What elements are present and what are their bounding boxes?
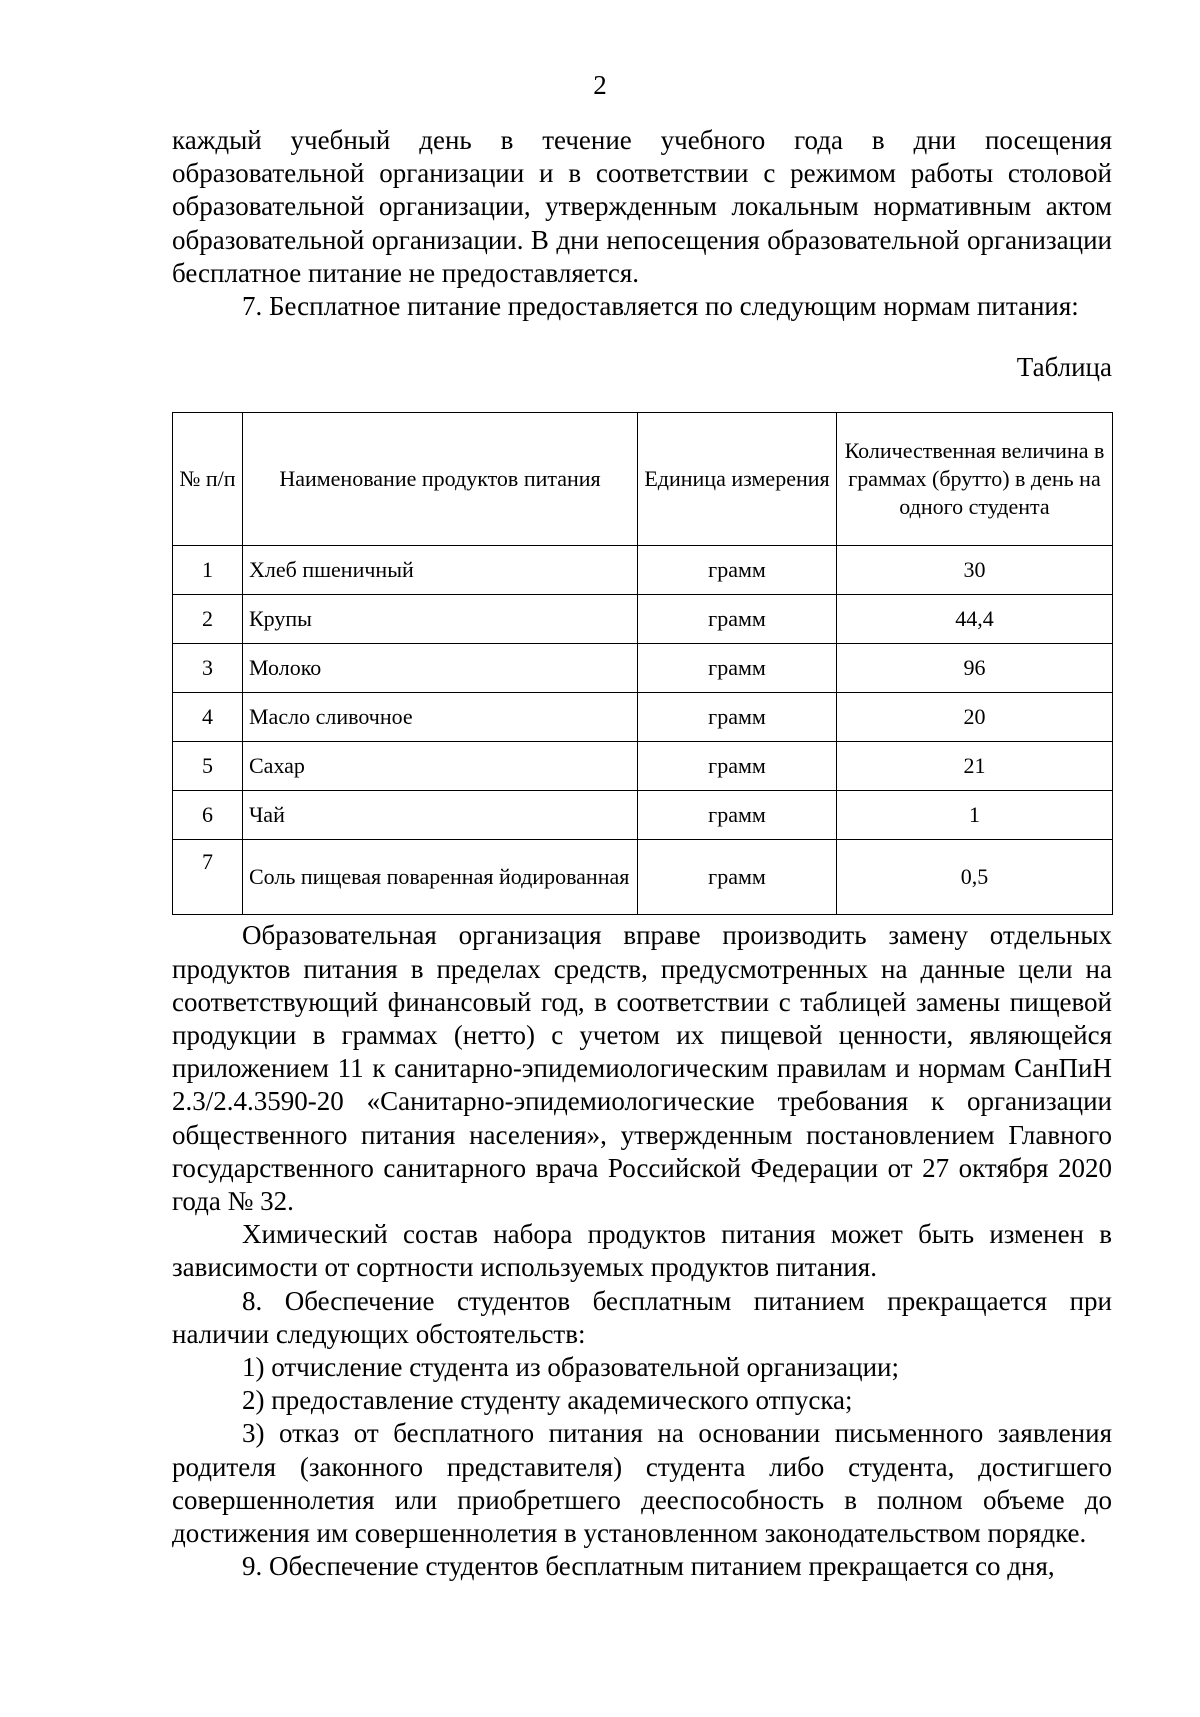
table-row [173,546,1113,595]
paragraph-item-7: 7. Бесплатное питание предоставляется по следующим нормам питания: [242,291,1079,322]
paragraph-chemical-composition: Химический состав набора продуктов питания может быть изменен в зависимости от сортности используемых продуктов питания. [172,1219,1112,1283]
row-unit: грамм [638,546,837,595]
row-num: 7 [173,840,243,915]
row-num: 4 [173,693,243,742]
document-body [172,124,1112,1583]
row-unit: грамм [638,840,837,915]
header-qty: Количественная величина в граммах (брутто) в день на одного студента [837,413,1113,546]
table-row [173,693,1113,742]
row-unit: грамм [638,644,837,693]
row-qty: 96 [837,644,1113,693]
row-qty: 44,4 [837,595,1113,644]
row-unit: грамм [638,693,837,742]
row-unit: грамм [638,595,837,644]
table-header-row [173,413,1113,546]
paragraph-subitem-3: 3) отказ от бесплатного питания на основании письменного заявления родителя (законного представителя) студента либо студента, достигшего совершеннолетия или приобретшего дееспособность в полном объеме до достижения им совершеннолетия в установленном законодательством порядке. [172,1418,1112,1549]
row-qty: 0,5 [837,840,1113,915]
paragraph-item-9: 9. Обеспечение студентов бесплатным питанием прекращается со дня, [242,1551,1055,1582]
paragraph-continuation: каждый учебный день в течение учебного года в дни посещения образовательной организации и в соответствии с режимом работы столовой образовательной организации, утвержденным локальным нормативным актом образовательной организации. В дни непосещения образовательной организации бесплатное питание не предоставляется. [172,125,1112,288]
nutrition-norms-table [172,412,1113,915]
table-row [173,595,1113,644]
row-name: Масло сливочное [243,693,638,742]
row-unit: грамм [638,791,837,840]
paragraph-item-8: 8. Обеспечение студентов бесплатным питанием прекращается при наличии следующих обстоятельств: [172,1285,1112,1349]
row-name: Сахар [243,742,638,791]
row-name: Соль пищевая поваренная йодированная [243,840,638,915]
paragraph-subitem-2: 2) предоставление студенту академического отпуска; [242,1385,853,1416]
row-num: 3 [173,644,243,693]
row-name: Чай [243,791,638,840]
row-num: 6 [173,791,243,840]
row-name: Крупы [243,595,638,644]
paragraph-subitem-1: 1) отчисление студента из образовательной организации; [242,1352,899,1383]
table-row [173,791,1113,840]
row-qty: 30 [837,546,1113,595]
row-num: 1 [173,546,243,595]
row-num: 2 [173,595,243,644]
row-qty: 1 [837,791,1113,840]
row-name: Молоко [243,644,638,693]
row-qty: 21 [837,742,1113,791]
header-name: Наименование продуктов питания [243,413,638,546]
paragraph-substitution: Образовательная организация вправе производить замену отдельных продуктов питания в пределах средств, предусмотренных на данные цели на соответствующий финансовый год, в соответствии с таблицей замены пищевой продукции в граммах (нетто) с учетом их пищевой ценности, являющейся приложением 11 к санитарно-эпидемиологическим правилам и нормам СанПиН 2.3/2.4.3590-20 «Санитарно-эпидемиологические требования к организации общественного питания населения», утвержденным постановлением Главного государственного санитарного врача Российской Федерации от 27 октября 2020 года № 32. [172,920,1112,1217]
table-row [173,644,1113,693]
table-row [173,840,1113,915]
row-name: Хлеб пшеничный [243,546,638,595]
header-unit: Единица измерения [638,413,837,546]
header-num: № п/п [173,413,243,546]
row-qty: 20 [837,693,1113,742]
table-caption: Таблица [1016,352,1112,383]
row-num: 5 [173,742,243,791]
page-number: 2 [593,70,607,100]
row-unit: грамм [638,742,837,791]
table-row [173,742,1113,791]
